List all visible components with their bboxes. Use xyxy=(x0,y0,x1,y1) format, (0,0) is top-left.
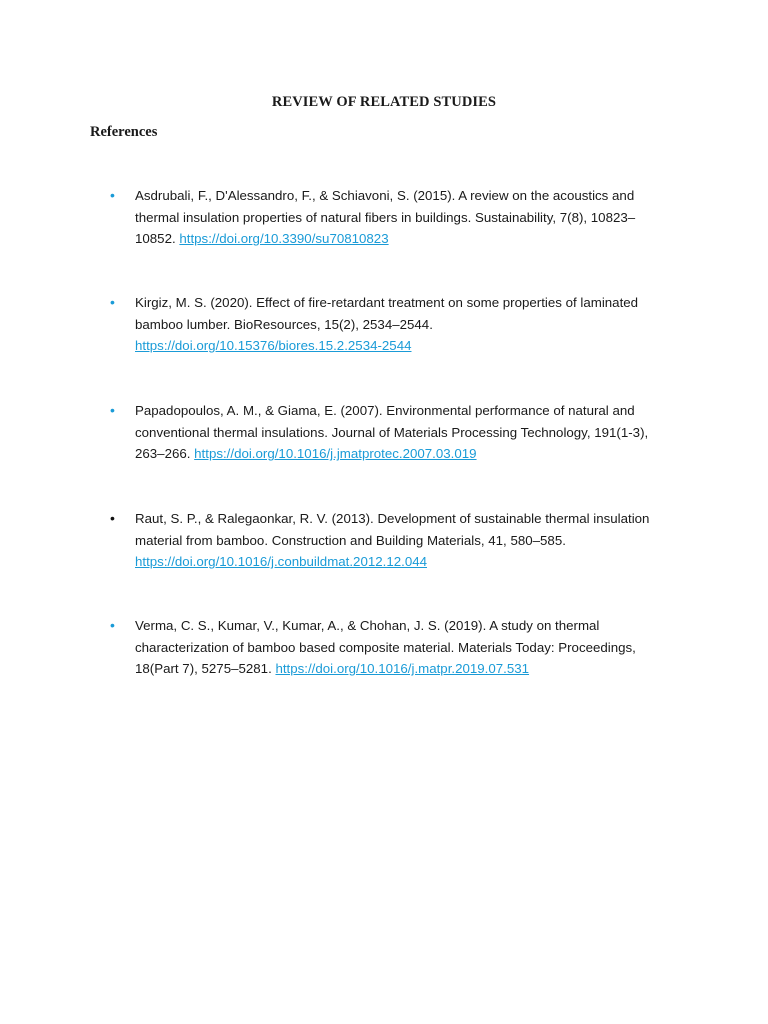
reference-item xyxy=(110,185,675,250)
doi-link[interactable]: https://doi.org/10.1016/j.jmatprotec.2007.03.019 xyxy=(194,446,477,462)
bullet-icon: • xyxy=(110,402,115,418)
page-title: REVIEW OF RELATED STUDIES xyxy=(271,94,497,110)
reference-text: Verma, C. S., Kumar, V., Kumar, A., & Chohan, J. S. (2019). A study on thermal characterization of bamboo based composite material. Materials Today: Proceedings, 18(Part 7), 5275–5281. xyxy=(135,618,636,677)
doi-link[interactable]: https://doi.org/10.1016/j.matpr.2019.07.531 xyxy=(275,661,530,677)
doi-link[interactable]: https://doi.org/10.1016/j.conbuildmat.2012.12.044 xyxy=(135,554,428,570)
doi-link[interactable]: https://doi.org/10.15376/biores.15.2.2534-2544 xyxy=(135,338,412,354)
reference-text: Raut, S. P., & Ralegaonkar, R. V. (2013). Development of sustainable thermal insulation material from bamboo. Construction and Building Materials, 41, 580–585. xyxy=(135,511,650,548)
bullet-icon: • xyxy=(110,187,115,203)
section-heading: References xyxy=(90,124,158,140)
bullet-icon: • xyxy=(110,294,115,310)
bullet-icon: • xyxy=(110,617,115,633)
reference-text: Kirgiz, M. S. (2020). Effect of fire-retardant treatment on some properties of laminated bamboo lumber. BioResources, 15(2), 2534–2544. xyxy=(135,295,639,332)
doi-link[interactable]: https://doi.org/10.3390/su70810823 xyxy=(179,231,389,247)
reference-text: Papadopoulos, A. M., & Giama, E. (2007). Environmental performance of natural and conventional thermal insulations. Journal of Materials Processing Technology, 191(1-3), 263–266. xyxy=(135,403,649,462)
reference-item xyxy=(110,508,675,573)
reference-text: Asdrubali, F., D'Alessandro, F., & Schiavoni, S. (2015). A review on the acoustics and thermal insulation properties of natural fibers in buildings. Sustainability, 7(8), 10823–10852. xyxy=(135,188,636,247)
bullet-icon: • xyxy=(110,510,115,526)
reference-item xyxy=(110,292,675,357)
reference-item xyxy=(110,400,675,465)
reference-item xyxy=(110,615,675,680)
